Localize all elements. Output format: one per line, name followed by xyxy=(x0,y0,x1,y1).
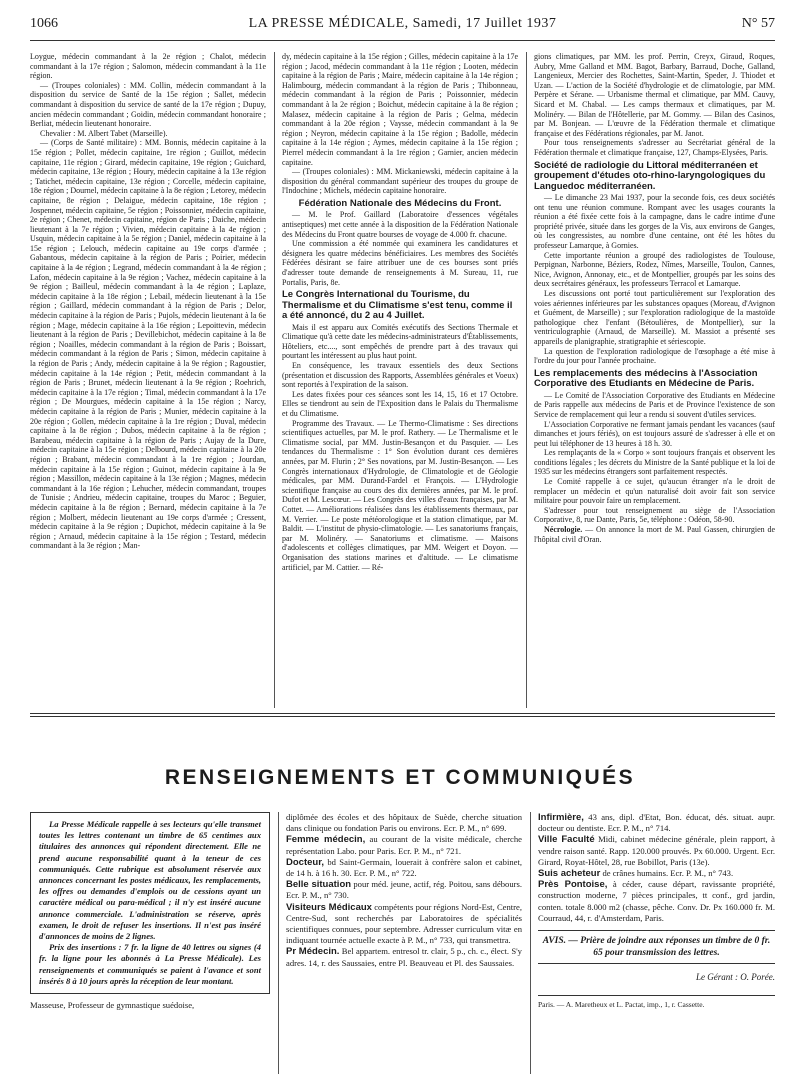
classified-ad: Ville Faculté Midi, cabinet médecine générale, plein rapport, à vendre raison santé. Rapp. 120.000 prouvés. Px 60.000. Urgent. Ecr. Girard, Royat-Hôtel, 28, rue Bobillot, Paris (13e). xyxy=(538,834,775,867)
classified-ad: Belle situation pour méd. jeune, actif, rég. Poitou, sans débours. Ecr. P. M., n° 730. xyxy=(286,879,522,901)
paragraph: En conséquence, les travaux essentiels des deux Sections (présentation et discussion des Rapports, Assemblées générales et Voeux) sont reportés à l'expiration de la saison. xyxy=(282,361,518,390)
paragraph: Pour tous renseignements s'adresser au Secrétariat général de la Fédération thermale et climatique française, 127, Champs-Elysées, Paris. xyxy=(534,138,775,157)
paragraph: — (Troupes coloniales) : MM. Mickaniewski, médecin capitaine à la disposition du général commandant supérieur des troupes du groupe de l'Indochine ; Michels, médecin capitaine honoraire. xyxy=(282,167,518,196)
paragraph: Chevalier : M. Albert Tabet (Marseille). xyxy=(40,128,168,138)
section-heading: Fédération Nationale des Médecins du Front. xyxy=(298,197,502,209)
paragraph: L'Association Corporative ne fermant jamais pendant les vacances (sauf dimanches et jours fériés), on est toujours assuré de s'adresser à elle et on peut lui téléphoner de 13 heures à 18 h. 30. xyxy=(534,419,775,448)
paragraph: S'adresser pour tout renseignement au siège de l'Association Corporative, 8, rue Dante, Paris, 5e, téléphone : Odéon, 58-90. xyxy=(534,505,775,525)
paragraph: — M. le Prof. Gaillard (Laboratoire d'essences végétales antiseptiques) met cette année à la disposition de la Fédération Nationale des Médecins du Front quatre bourses de voyage de 4.000 fr. chacune. xyxy=(282,210,518,239)
section-heading: Nécrologie. xyxy=(544,525,583,535)
journal-title: LA PRESSE MÉDICALE, Samedi, 17 Juillet 1937 xyxy=(248,16,557,31)
column-divider xyxy=(530,812,531,1074)
classified-ad: Près Pontoise, à céder, cause départ, ravissante propriété, construction moderne, 7 pièces principales, tt conf., grd jardin, conten. totale 8.000 m2 (chasse, pêche. Conv. Dr. Px 160.000 fr. M. Courraud, 44, r. d'Amsterdam, Paris. xyxy=(538,879,775,923)
section-heading: Les remplacements des médecins à l'Association Corporative des Etudiants en Médecine de Paris. xyxy=(534,367,758,390)
paragraph: Une commission a été nommée qui examinera les candidatures et désignera les quatre médecins bénéficiaires. Les membres des Sociétés Fédérées désirant se faire attribuer une de ces bourses sont priés d'adresser toute demande de renseignements à M. Sureau, 11, rue Portalis, Paris, 8e. xyxy=(282,239,518,287)
classified-ad: Masseuse, Professeur de gymnastique suédoise, xyxy=(30,1000,195,1011)
paragraph: dy, médecin capitaine à la 15e région ; Gilles, médecin capitaine à la 17e région ; Jacod, médecin commandant à la 11e région ; Looten, médecin capitaine à la région de Paris ; Maire, médecin capitaine à la 14e région ; Halimbourg, médecin commandant à la région de Paris ; Thibonneau, médecin commandant à la région de Paris ; Poissonnier, médecin commandant à la 2e région ; Boichut, médecin capitaine à la 8e région ; Malasez, médecin capitaine à la région de Paris ; Gelma, médecin commandant à la 20e région ; Vaysse, médecin commandant à la 9e région ; Neyron, médecin capitaine à la 15e région ; Badolle, médecin capitaine à la 14e région ; Aymes, médecin capitaine à la 15e région ; Pierrel médecin commandant à la 1re région ; Garnier, ancien médecin capitaine. xyxy=(282,52,518,167)
classified-ad: diplômée des écoles et des hôpitaux de Suède, cherche situation dans clinique ou fondation Paris ou environs. Ecr. P. M., n° 699. xyxy=(286,812,522,834)
paragraph: — (Corps de Santé militaire) : MM. Bonnis, médecin capitaine à la 15e région ; Pollet, médecin capitaine, 1re région ; Guillot, médecin capitaine, 11e région ; Girard, médecin capitaine, 19e région ; Guichard, médecin capitaine, 13e région ; Houry, médecin capitaine à la 13e région ; Tatichet, médecin capitaine, 13e région ; Corcelle, médecin capitaine, 18e région ; Dournel, médecin capitaine à la 8e région ; Letorey, médecin capitaine, 8e région ; Delaigue, médecin capitaine, 18e région ; Jospennet, médecin capitaine, 5e région ; Poissonnier, médecin capitaine, 2e région ; Chenet, médecin capitaine, région de Paris ; Daiche, médecin lieutenant à la 7e région ; Vivien, médecin capitaine à la 4e région ; Usquin, médecin capitaine à la 5e région ; Daniel, médecin capitaine à la 15e région ; Lelouch, médecin capitaine au 19e corps d'armée ; Gabantous, médecin capitaine à la région de Paris ; Poirier, médecin capitaine à la 4e région ; Legrand, médecin commandant à la 4e région ; Lafon, médecin capitaine à la 9e région ; Vachez, médecin capitaine à la 9e région ; Bailleul, médecin commandant à la 4e région ; Laplaze, médecin capitaine à la 18e région ; Lebail, médecin lieutenant à la 15e région ; Gaillard, médecin commandant à la région de Paris ; Delor, médecin capitaine à la région de Paris ; Pujols, médecin lieutenant à la 6e région ; Mage, médecin capitaine à la 16e région ; Lepoittevin, médecin lieutenant à la région de Paris ; Devillebichot, médecin capitaine à la 8e région ; Noailles, médecin commandant à la région de Paris ; Boissart, médecin commandant à la région de Paris ; Simon, médecin capitaine à la région de Paris ; Andy, médecin capitaine à la 9e région ; Ragoustier, médecin capitaine à la 14e région ; Petit, médecin commandant à la région de Paris ; Brunet, médecin lieutenant à la 9e région ; Roehrich, médecin capitaine à la 17e région ; Timal, médecin commandant à la 17e région ; De Mourgues, médecin capitaine à la 15e région ; Narcy, médecin capitaine à la région de Paris ; Munier, médecin capitaine à la 20e région ; Gollen, médecin capitaine à la 1re région ; Duval, médecin capitaine à la 8e région ; Dubos, médecin capitaine à la 8e région ; Barabeau, médecin capitaine à la région de Paris ; Aujay de la Dure, médecin capitaine à la 15e région ; Delbourd, médecin capitaine à la 20e région ; Brabant, médecin commandant à la 1re région ; Jourdan, médecin capitaine à la 15e région ; Guinot, médecin capitaine à la 9e région ; Massillon, médecin capitaine à la 13e région ; Magnes, médecin commandant à la 16e région ; Lehucher, médecin commandant, troupes de Tunisie ; Andrieu, médecin capitaine, troupes du Maroc ; Beguier, médecin capitaine à la 8e région ; Bernard, médecin capitaine à la 7e région ; Molbert, médecin lieutenant au 19e corps d'armée ; Cressent, médecin capitaine à la 9e région ; Dupichot, médecin capitaine à la 9e région ; Arnaud, médecin capitaine à la 15e région ; Testard, médecin commandant à la 3e région ; Man- xyxy=(30,138,266,551)
paragraph: Les dates fixées pour ces séances sont les 14, 15, 16 et 17 Octobre. Elles se tiendront au sein de l'Exposition dans le Palais du Thermalisme et du Climatisme. xyxy=(282,389,518,418)
paragraph: — Le dimanche 23 Mai 1937, pour la seconde fois, ces deux sociétés ont tenu une réunion commune. Rompant avec les usages courants la réunion a été fixée cette fois à la campagne, dans le cadre intime d'une propriété privée, située dans les gorges de la Vis, aux environs de Ganges, où les congressistes, au nombre d'une centaine, ont été les hôtes du professeur Lamarque, à Gornies. xyxy=(534,193,775,250)
classified-ad: Femme médecin, au courant de la visite médicale, cherche représentation Labo. pour Paris. Ecr. P. M., n° 721. xyxy=(286,834,522,856)
paragraph: Loygue, médecin commandant à la 2e région ; Chalot, médecin commandant à la 17e région ; Salomon, médecin commandant à la 11e région. xyxy=(30,52,266,81)
classified-ad: Pr Médecin. Bel appartem. entresol tr. clair, 5 p., ch. c., élect. S'y adres. 14, r. des Saussaies, entre Pl. Beauveau et Pl. des Saussaies. xyxy=(286,946,522,968)
classifieds-column-2 xyxy=(286,812,522,1074)
paragraph: Programme des Travaux. — Le Thermo-Climatisme : Ses directions scientifiques actuelles, par M. le prof. Rathery. — Le Thermalisme et le Climatisme social, par MM. Justin-Besançon et du Pasquier. — Les tendances du Thermalisme : 1° Son évolution durant ces dernières années, par M. Flurin ; 2° Ses novations, par M. Justin-Besançon. — Les Congrès internationaux d'Hydrologie, de Climatologie et de Géologie médicales, par MM. Durand-Fardel et François. — L'Hydrologie scientifique française au cours des dix dernières années, par M. le prof. Dufot et M. Lescœur. — Les Congrès des villes d'eaux françaises, par M. Cottet. — Améliorations réalisées dans les établissements thermaux, par M. Verrier. — Le poste météorologique et la station climatique, par M. Baldit. — L'institut de physio-climatologie. — Les sanatoriums français, par M. Molinéry. — Sanatoriums et climatisme. — Maisons d'adolescents et collèges climatiques, par MM. Weigert et Doyon. — Organisation des stations marines et d'altitude. — Le climatisme artificiel, par M. Cattier. — Ré- xyxy=(282,418,518,572)
column-divider xyxy=(526,52,527,708)
notice-box xyxy=(30,812,270,994)
paragraph: Les remplaçants de la « Corpo » sont toujours français et observent les conditions légales ; les décrets du Ministre de la Santé publique et la loi de 1935 sur les médecins étrangers sont parfaitement respectés. xyxy=(534,448,775,477)
header-rule xyxy=(30,40,775,41)
paragraph: gions climatiques, par MM. les prof. Perrin, Creyx, Giraud, Roques, Aubry, Mme Galland et MM. Bagot, Barbary, Barraud, Doche, Galland, Langenieux, Mercier des Rochettes, Saint-Martin, Speder, J. Thiodet et Uzan. — L'action de la Société d'hydrologie et de climatologie, par MM. Perpère et Sérane. — Urbanisme thermal et climatique, par MM. Cauvy, Sicard et M. Chabal. — Les camps thermaux et climatiques, par M. Molinéry. — Bilan de l'Hôtellerie, par M. Gommy. — Bilan des Casinos, par M. Bonjean. — L'œuvre de la Fédération thermale et climatique française et des Fédérations régionales, par M. Janot. xyxy=(534,52,775,138)
printer-line: Paris. — A. Maretheux et L. Pactat, imp., 1, r. Cassette. xyxy=(538,995,775,1010)
column-divider xyxy=(274,52,275,708)
classifieds-column-1 xyxy=(30,812,270,1074)
paragraph: Cette importante réunion a groupé des radiologistes de Toulouse, Perpignan, Narbonne, Béziers, Rodez, Nîmes, Marseille, Toulon, Cannes, Nice, Avignon, Annonay, etc., et de Montpellier, groupés par les soins des deux secrétaires généraux, les professeurs Terracol et Lamarque. xyxy=(534,250,775,289)
column-1 xyxy=(30,52,266,708)
classified-ad: Docteur, bd Saint-Germain, louerait à confrère salon et cabinet, de 14 h. à 16 h. 30. Ecr. P. M., n° 722. xyxy=(286,856,522,879)
classified-ad: Infirmière, 43 ans, dipl. d'Etat, Bon. éducat, dés. situat. aupr. docteur ou dentiste. Ecr. P. M., n° 714. xyxy=(538,812,775,834)
section-heading: Société de radiologie du Littoral méditerranéen et groupement d'études oto-rhino-laryngologiques du Languedoc méditerranéen. xyxy=(534,159,766,192)
notice-prices: Prix des insertions : 7 fr. la ligne de 40 lettres ou signes (4 fr. la ligne pour les abonnés à La Presse Médicale). Les renseignements et communiqués se paient à l'avance et sont insérés 8 à 10 jours après la réception de leur montant. xyxy=(39,942,261,986)
classifieds-column-3 xyxy=(538,812,775,1074)
column-3 xyxy=(534,52,775,708)
gerant-line: Le Gérant : O. Porée. xyxy=(696,972,775,983)
notice-text: La Presse Médicale rappelle à ses lecteurs qu'elle transmet toutes les lettres contenant un timbre de 65 centimes aux titulaires des annonces qui répondent directement. Elle ne prend aucune responsabilité quant à la teneur de ces communiqués. Cette rubrique est absolument réservée aux annonces concernant les postes médicaux, les remplacements, les offres ou demandes d'emplois ou de cessions ayant un caractère médical ou para-médical ; il n'y est inséré aucune annonce commerciale. L'administration se réserve, après examen, le droit de refuser les insertions. Il n'est pas inséré d'annonces de moins de 2 lignes. xyxy=(39,819,261,942)
paragraph: La question de l'exploration radiologique de l'œsophage a été mise à l'ordre du jour pour l'année prochaine. xyxy=(534,346,775,366)
page-number: 1066 xyxy=(30,16,58,31)
paragraph: Mais il est apparu aux Comités exécutifs des Sections Thermale et Climatique qu'à cette date les médecins-administrateurs d'Établissements, Hôteliers, etc...., sont empêchés de prendre part à des travaux qui pourtant les intéressent au plus haut point. xyxy=(282,322,518,361)
paragraph: Le Comité rappelle à ce sujet, qu'aucun étranger n'a le droit de remplacer un médecin et qu'un naturalisé doit avoir fait son service militaire pour pouvoir faire un remplacement. xyxy=(534,477,775,506)
section-banner: RENSEIGNEMENTS ET COMMUNIQUÉS xyxy=(164,766,636,789)
paragraph: Les discussions ont porté tout particulièrement sur l'exploration des voies aériennes inférieures par les substances opaques (Moreau, d'Avignon et Guément, de Marseille) ; sur l'exploration radiologique de la mastoïde pathologique chez l'enfant (Bétoulières, de Montpellier), sur la ventriculographie (Arnaud, de Marseille). M. Massiot a présenté ses appareils de planigraphie, stratigraphie et sériescopie. xyxy=(534,288,775,346)
avis-notice: AVIS. — Prière de joindre aux réponses un timbre de 0 fr. 65 pour transmission des lettres. xyxy=(538,930,775,964)
section-heading: Le Congrès International du Tourisme, du Thermalisme et du Climatisme s'est tenu, comme il a été annoncé, du 2 au 4 Juillet. xyxy=(282,289,513,322)
paragraph: — On annonce la mort de M. Paul Gassen, chirurgien de l'hôpital civil d'Oran. xyxy=(534,525,775,544)
classified-ad: Visiteurs Médicaux compétents pour régions Nord-Est, Centre, Centre-Sud, sont recherchés par Laboratoires de spécialités scientifiques connues, pour septembre. Adresser curriculum vitæ en indiquant tournée actuelle exacte à P. M., n° 733, qui transmettra. xyxy=(286,901,522,946)
paragraph: — Le Comité de l'Association Corporative des Etudiants en Médecine de Paris rappelle aux médecins de Paris et de Province l'existence de son Service de remplacement qui leur a rendu si souvent d'utiles services. xyxy=(534,390,775,419)
paragraph: — (Troupes coloniales) : MM. Collin, médecin commandant à la disposition du service de Santé de la 15e région ; Sallet, médecin commandant à disposition du service de santé de la 17e région ; Dupuy, ancien médecin commandant ; Goidin, médecin commandant honoraire ; Berliat, médecin lieutenant honoraire. xyxy=(30,80,266,129)
section-rule xyxy=(30,716,775,717)
classified-ad: Suis acheteur de crânes humains. Ecr. P. M., n° 743. xyxy=(538,868,734,880)
column-2 xyxy=(282,52,518,708)
column-divider xyxy=(278,812,279,1074)
section-rule xyxy=(30,713,775,714)
page-header xyxy=(30,16,775,38)
issue-number: N° 57 xyxy=(741,16,775,31)
